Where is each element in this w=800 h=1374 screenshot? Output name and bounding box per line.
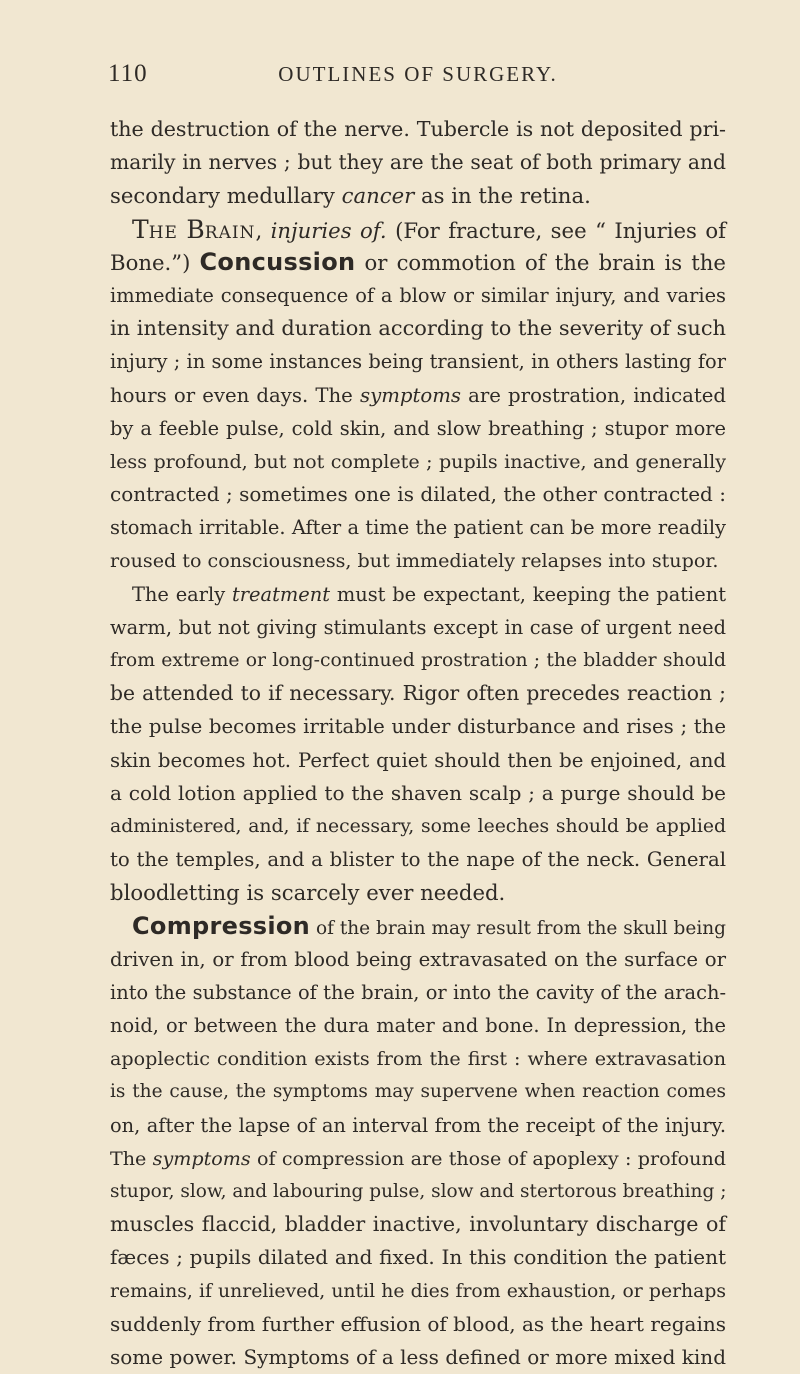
section-heading-compression: Compression — [132, 911, 311, 940]
text-line: in intensity and duration according to the severity of such — [110, 316, 726, 341]
text-line: from extreme or long-continued prostration ; the bladder should — [110, 650, 726, 671]
text-line: Compression of the brain may result from the skull being — [132, 911, 727, 940]
italic-term: treatment — [231, 582, 331, 606]
text-line: noid, or between the dura mater and bone. In depression, the — [110, 1014, 726, 1038]
text-line: The early treatment must be expectant, keeping the patient — [132, 582, 727, 606]
text-line: hours or even days. The symptoms are prostration, indicated — [110, 383, 727, 407]
text-line: THE BRAIN, injuries of. (For fracture, see “ Injuries of — [132, 214, 726, 244]
text-line: on, after the lapse of an interval from the receipt of the injury. — [110, 1113, 726, 1137]
italic-term: injuries of. — [270, 217, 387, 243]
text-line: into the substance of the brain, or into the cavity of the arach- — [110, 980, 726, 1004]
text-line: driven in, or from blood being extravasated on the surface or — [110, 947, 726, 971]
text-line: contracted ; sometimes one is dilated, the other contracted : — [110, 482, 726, 507]
italic-term: symptoms — [359, 383, 462, 407]
text-line: is the cause, the symptoms may supervene when reaction comes — [110, 1081, 726, 1103]
text-line: bloodletting is scarcely ever needed. — [110, 880, 506, 906]
text-line: injury ; in some instances being transient, in others lasting for — [110, 350, 726, 374]
text-line: marily in nerves ; but they are the seat of both primary and — [110, 150, 726, 175]
text-line: immediate consequence of a blow or similar injury, and varies — [110, 283, 726, 307]
text-line: remains, if unrelieved, until he dies from exhaustion, or perhaps — [110, 1280, 726, 1302]
text-line: fæces ; pupils dilated and fixed. In this condition the patient — [110, 1245, 726, 1270]
text-line: secondary medullary cancer as in the retina. — [110, 183, 591, 209]
text-line: muscles flaccid, bladder inactive, involuntary discharge of — [110, 1212, 726, 1237]
text-line: roused to consciousness, but immediately relapses into stupor. — [110, 549, 719, 573]
text-line: be attended to if necessary. Rigor often precedes reaction ; — [110, 681, 726, 706]
italic-term: symptoms — [152, 1146, 251, 1170]
text-line: by a feeble pulse, cold skin, and slow breathing ; stupor more — [110, 416, 726, 440]
text-line: some power. Symptoms of a less defined or more mixed kind — [110, 1344, 726, 1369]
body-text — [110, 113, 726, 1374]
text-line: The symptoms of compression are those of apoplexy : profound — [110, 1146, 726, 1170]
text-line: apoplectic condition exists from the first : where extravasation — [110, 1047, 726, 1071]
text-line: suddenly from further effusion of blood, as the heart regains — [110, 1311, 726, 1336]
page-header — [108, 60, 728, 96]
text-line: administered, and, if necessary, some leeches should be applied — [110, 815, 726, 837]
running-head: OUTLINES OF SURGERY. — [278, 62, 558, 86]
text-line: the pulse becomes irritable under disturbance and rises ; the — [110, 715, 726, 739]
text-line: stupor, slow, and labouring pulse, slow and stertorous breathing ; — [110, 1181, 727, 1202]
text-line: stomach irritable. After a time the patient can be more readily — [110, 516, 726, 540]
text-line: Bone.”) Concussion or commotion of the brain is the — [110, 247, 726, 276]
italic-term: cancer — [341, 183, 415, 209]
text-line: warm, but not giving stimulants except in case of urgent need — [110, 615, 726, 639]
text-line: a cold lotion applied to the shaven scalp ; a purge should be — [110, 780, 726, 805]
text-line: the destruction of the nerve. Tubercle is not deposited pri- — [110, 117, 726, 141]
text-line: to the temples, and a blister to the nape of the neck. General — [110, 848, 726, 872]
text-line: skin becomes hot. Perfect quiet should then be enjoined, and — [110, 748, 726, 772]
page-number: 110 — [108, 60, 148, 87]
text-line: less profound, but not complete ; pupils inactive, and generally — [110, 449, 726, 473]
section-heading-concussion: Concussion — [199, 247, 356, 276]
